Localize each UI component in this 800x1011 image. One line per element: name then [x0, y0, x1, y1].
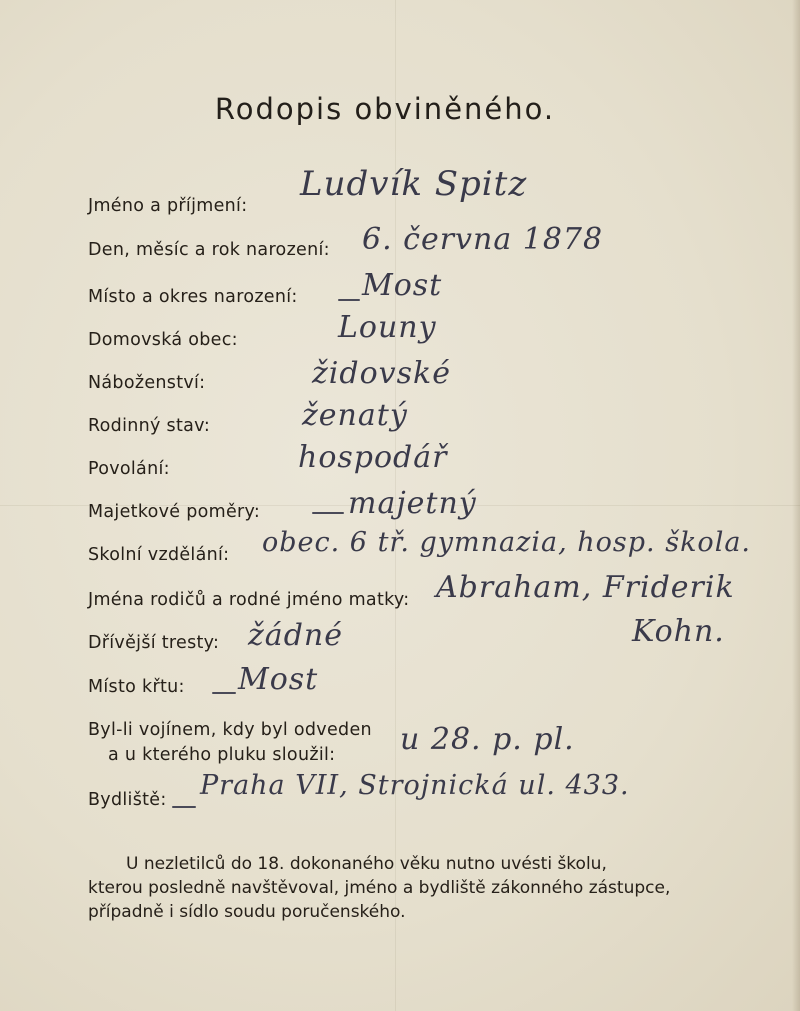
prior-label: Dřívější tresty:: [88, 633, 220, 653]
fill-dash: [172, 806, 196, 808]
fill-dash: [312, 512, 344, 514]
occupation-label: Povolání:: [88, 459, 170, 479]
education-label: Skolní vzdělání:: [88, 545, 230, 565]
document-title: Rodopis obviněného.: [214, 92, 556, 126]
fill-dash: [212, 692, 236, 694]
parents-label: Jména rodičů a rodné jméno matky:: [88, 590, 410, 610]
name-value: Ludvík Spitz: [300, 164, 528, 204]
paper-edge: [792, 0, 800, 1011]
baptism-value: Most: [238, 662, 319, 697]
military-label-1: Byl-li vojínem, kdy byl odveden: [88, 720, 372, 740]
property-value: majetný: [348, 486, 477, 521]
note-line-1: U nezletilců do 18. dokonaného věku nutno uvésti školu,: [126, 854, 607, 874]
military-value: u 28. p. pl.: [400, 722, 575, 757]
parents-value-2: Kohn.: [632, 614, 725, 649]
name-label: Jméno a příjmení:: [88, 196, 248, 216]
parents-value-1: Abraham, Friderik: [436, 570, 735, 605]
residence-value: Praha VII, Strojnická ul. 433.: [200, 770, 630, 801]
marital-label: Rodinný stav:: [88, 416, 211, 436]
religion-value: židovské: [312, 356, 451, 391]
birthdate-label: Den, měsíc a rok narození:: [88, 240, 330, 260]
note-line-2: kterou posledně navštěvoval, jméno a bydliště zákonného zástupce,: [88, 878, 671, 898]
birthdate-value: 6. června 1878: [362, 222, 604, 257]
instruction-note: [88, 852, 748, 924]
religion-label: Náboženství:: [88, 373, 206, 393]
home-label: Domovská obec:: [88, 330, 238, 350]
property-label: Majetkové poměry:: [88, 502, 261, 522]
baptism-label: Místo křtu:: [88, 677, 185, 697]
fill-dash: [338, 299, 360, 301]
occupation-value: hospodář: [298, 440, 448, 475]
military-label-2: a u kterého pluku sloužil:: [108, 745, 336, 765]
marital-value: ženatý: [302, 398, 408, 433]
home-value: Louny: [338, 310, 437, 345]
birthplace-value: Most: [362, 268, 443, 303]
residence-label: Bydliště:: [88, 790, 167, 810]
education-value: obec. 6 tř. gymnazia, hosp. škola.: [262, 527, 752, 558]
note-line-3: případně i sídlo soudu poručenského.: [88, 902, 406, 922]
birthplace-label: Místo a okres narození:: [88, 287, 298, 307]
prior-value: žádné: [248, 618, 343, 653]
